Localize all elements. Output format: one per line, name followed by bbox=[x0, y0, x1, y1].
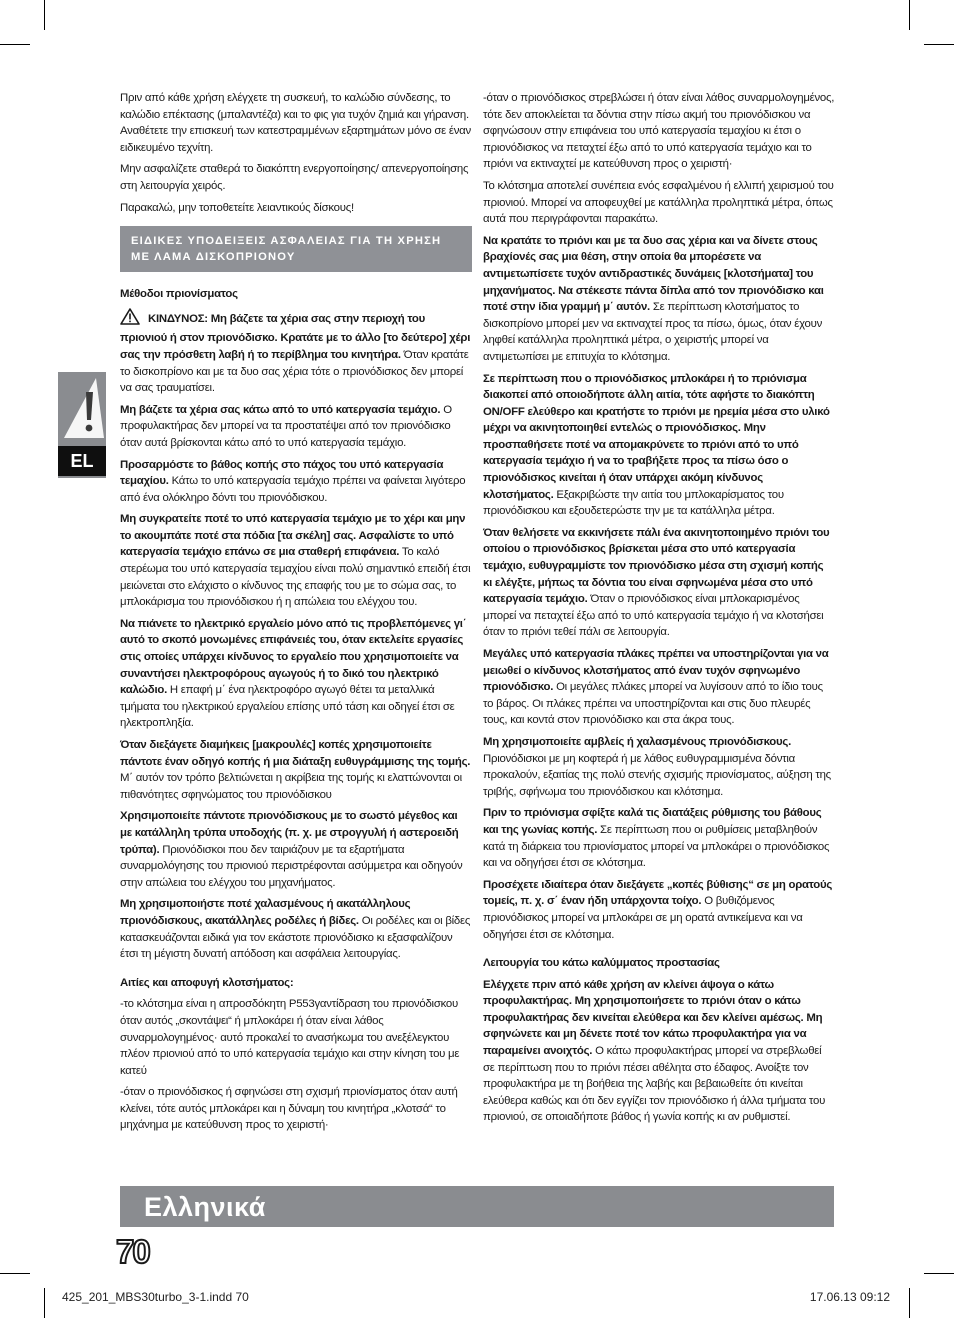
safety-paragraph: Όταν θελήσετε να εκκινήσετε πάλι ένα ακινητοποιημένο πριόνι του οποίου ο πριονόδισκος βρίσκεται μέσα στο υπό κατεργασία τεμάχιο, ευθυγραμμίστε τον πριονόδισκο μέσα στη σχισμή κοπής κι ελέγξτε, μήπως τα δόντια του είναι σφηνωμένα μέσα στο υπό κατεργασία τεμάχιο. Όταν ο πριονόδισκος είναι μπλοκαρισμένος μπορεί να πεταχτεί έξω από το υπό κατεργασία τεμάχιο ή να κλοτσήσει όταν το πριόνι τεθεί πάλι σε λειτουργία. bbox=[483, 526, 830, 639]
guard-heading: Λειτουργία του κάτω καλύμματος προστασίας bbox=[483, 957, 720, 970]
safety-paragraph: Μη συγκρατείτε ποτέ το υπό κατεργασία τεμάχιο με το χέρι και μην το ακουμπάτε ποτέ στα πόδια [τα σκέλη] σας. Ασφαλίστε το υπό κατεργασία τεμάχιο επάνω σε μια σταθερή επιφάνεια. Το καλό στερέωμα του υπό κατεργασία τεμαχίου είναι πολύ σημαντικό επειδή έτσι μειώνεται στο ελάχιστο ο κίνδυνος της επαφής του με το σώμα σας, το μπλοκάρισμα του πριονόδισκου ή η απώλεια του ελέγχου του. bbox=[120, 513, 471, 609]
warning-triangle-icon bbox=[120, 308, 140, 331]
danger-paragraph: ΚΙΝΔΥΝΟΣ: Μη βάζετε τα χέρια σας στην περιοχή του πριονιού ή στον πριονόδισκο. Κρατάτε με το άλλο [το δεύτερο] χέρι σας την πρόσθετη λαβή ή το περίβλημα του κινητήρα. Όταν κρατάτε το δισκοπρίονο και με τα δυο σας χέρια τότε ο πριονόδισκος δεν μπορεί να σας τραυματίσει. bbox=[120, 308, 472, 397]
crop-mark bbox=[44, 1288, 45, 1318]
footer-date-time: 17.06.13 09:12 bbox=[809, 1290, 890, 1304]
crop-mark bbox=[909, 0, 910, 30]
intro-paragraph: Μην ασφαλίζετε σταθερά το διακόπτη ενεργοποίησης/ απενεργοποίησης στη λειτουργία χειρός. bbox=[120, 163, 469, 192]
page-number: 70 bbox=[116, 1233, 149, 1270]
crop-mark bbox=[0, 44, 30, 45]
intro-paragraph: Πριν από κάθε χρήση ελέγχετε τη συσκευή, το καλώδιο σύνδεσης, το καλώδιο επέκτασης (μπαλαντέζα) και το φις για τυχόν ζημιά και γήρανση. Αναθέτετε την επισκευή των κατεστραμμένων εξαρτημάτων μόνο σε έναν ειδικευμένο τεχνίτη. bbox=[120, 92, 471, 154]
safety-paragraph: Μη χρησιμοποιήστε ποτέ χαλασμένους ή ακατάλληλους πριονόδισκους, ακατάλληλες ροδέλες ή βίδες. Οι ροδέλες και οι βίδες κατασκευάζονται ειδικά για τον εκάστοτε πριονόδισκο κι εξασφαλίζουν έτσι τη μέγιστη δυνατή απόδοση και ασφάλεια λειτουργίας. bbox=[120, 898, 471, 961]
crop-mark bbox=[924, 44, 954, 45]
kickback-paragraph: -όταν ο πριονόδισκος στρεβλώσει ή όταν είναι λάθος συναρμολογημένος, τότε δεν αποκλείεται τα δόντια στην πίσω ακμή του πριονόδισκου να σφηνώσουν στην επιφάνεια του υπό κατεργασία τεμαχίου κι έτσι ο πριονόδισκος να πεταχτεί έξω από το υπό κατεργασία τεμάχιο και το πριόνι να εκτιναχτεί με κατεύθυνση προς ο χειριστή· bbox=[483, 92, 835, 171]
crop-mark bbox=[0, 1273, 30, 1274]
intro-paragraph: Παρακαλώ, μην τοποθετείτε λειαντικούς δίσκους! bbox=[120, 201, 354, 214]
safety-paragraph: Να κρατάτε το πριόνι και με τα δυο σας χέρια και να δίνετε στους βραχίονές σας μια θέση, στην οποία θα μπορέσετε να αντιμετωπίσετε τυχόν αντιδραστικές δυνάμεις [κλοτσήματα] του μηχανήματος. Να στέκεστε πάντα δίπλα από τον πριονόδισκο και ποτέ στην ίδια γραμμή μ΄ αυτόν. Σε περίπτωση κλοτσήματος το δισκοπρίονο μπορεί μεν να εκτιναχτεί προς τα πίσω, όμως, όταν έχουν ληφθεί κατάλληλα προληπτικά μέτρα, ο χειριστής μπορεί να αντιμετωπίσει με επιτυχία το κλότσημα. bbox=[483, 234, 824, 363]
language-banner bbox=[120, 1186, 834, 1227]
safety-paragraph: Πριν το πριόνισμα σφίξτε καλά τις διατάξεις ρύθμισης του βάθους και της γωνίας κοπής. Σε περίπτωση που οι ρυθμίσεις μεταβληθούν κατά τη διάρκεια του πριονίσματος μπορεί να μπλοκάρει ο πριονόδισκος και να οδηγήσει έτσι σε κλότσημα. bbox=[483, 807, 830, 870]
right-column bbox=[483, 90, 835, 1131]
crop-mark bbox=[924, 1273, 954, 1274]
safety-paragraph: Όταν διεξάγετε διαμήκεις [μακρουλές] κοπές χρησιμοποιείτε πάντοτε έναν οδηγό κοπής ή μια διάταξη ευθυγράμμισης της τομής. Μ΄ αυτόν τον τρόπο βελτιώνεται η ακρίβεια της τομής κι ελαττώνονται οι πιθανότητες σφηνώματος του πριονόδισκου bbox=[120, 739, 471, 801]
safety-paragraph: Χρησιμοποιείτε πάντοτε πριονόδισκους με το σωστό μέγεθος και με κατάλληλη τρύπα υποδοχής (π. χ. με στρογγυλή ή αστεροειδή τρύπα). Πριονόδισκοι που δεν ταιριάζουν με τα εξαρτήματα συναρμολόγησης του πριονιού περιστρέφονται ασύμμετρα και οδηγούν στην απώλεια του ελέγχου του μηχανήματος. bbox=[120, 810, 463, 889]
kickback-paragraph: -όταν ο πριονόδισκος ή σφηνώσει στη σχισμή πριονίσματος όταν αυτή κλείνει, τότε αυτός μπλοκάρει και η δύναμη του κινητήρα „κλοτσά“ το μηχάνημα με κατεύθυνση προς το χειριστή· bbox=[120, 1086, 458, 1132]
safety-paragraph: Προσέχετε ιδιαίτερα όταν διεξάγετε „κοπές βύθισης“ σε μη ορατούς τομείς, π. χ. σ΄ έναν ήδη υπάρχοντα τοίχο. Ο βυθιζόμενος πριονόδισκος μπορεί να μπλοκάρει σε μη ορατά αντικείμενα και να οδηγήσει έτσι σε κλότσημα. bbox=[483, 878, 833, 941]
safety-paragraph: Σε περίπτωση που ο πριονόδισκος μπλοκάρει ή το πριόνισμα διακοπεί από οποιοδήποτε άλλη αιτία, τότε αφήστε το διακόπτη ON/OFF ελεύθερο και κρατήστε το πριόνι με ηρεμία μέσα στο υλικό μέχρι να ακινητοποιηθεί εντελώς ο πριονόδισκος. Μην προσπαθήσετε ποτέ να απομακρύνετε το πριόνι από το υπό κατεργασία τεμάχιο ή να το τραβήξετε προς τα πίσω όσο ο πριονόδισκος κινείται ή όταν υπάρχει ακόμη κίνδυνος κλοτσήματος. Εξακριβώστε την αιτία του μπλοκαρίσματος του πριονόδισκου και εξουδετερώστε την με τα κατάλληλα μέτρα. bbox=[483, 372, 830, 518]
kickback-paragraph: Το κλότσημα αποτελεί συνέπεια ενός εσφαλμένου ή ελλιπή χειρισμού του πριονιού. Μπορεί να αποφευχθεί με κατάλληλα προληπτικά μέτρα, όπως αυτά που περιγράφονται παρακάτω. bbox=[483, 179, 834, 226]
safety-paragraph: Προσαρμόστε το βάθος κοπής στο πάχος του υπό κατεργασία τεμαχίου. Κάτω το υπό κατεργασία τεμάχιο πρέπει να φαίνεται λιγότερο από ένα ολόκληρο δόντι του πριονόδισκου. bbox=[120, 458, 466, 504]
left-column bbox=[120, 90, 472, 1139]
crop-mark bbox=[909, 1288, 910, 1318]
language-side-tab bbox=[58, 372, 106, 478]
method-heading: Μέθοδοι πριονίσματος bbox=[120, 288, 238, 301]
kickback-paragraph: -το κλότσημα είναι η απροσδόκητη Ρ553γαντίδραση του πριονόδισκου όταν αυτός „σκοντάψει“ ή μπλοκάρει ή όταν είναι λάθος συναρμολογημένος· αυτό προκαλεί το ανασήκωμα του ανεξέλεγκτου πλέον πριονιού από το υπό κατεργασία τεμάχιο και στην κίνηση του με κατεύ bbox=[120, 998, 460, 1077]
language-banner-label: Ελληνικά bbox=[144, 1192, 266, 1222]
language-code: EL bbox=[58, 446, 106, 476]
safety-paragraph: Ελέγχετε πριν από κάθε χρήση αν κλείνει άψογα ο κάτω προφυλακτήρας. Μη χρησιμοποιήσετε το πριόνι όταν ο κάτω προφυλακτήρας δεν κινείται ελεύθερα και δεν κλείνει αμέσως. Μη σφηνώνετε και μη δένετε ποτέ τον κάτω προφυλακτήρα για να παραμείνει ανοιχτός. Ο κάτω προφυλακτήρας μπορεί να στρεβλωθεί σε περίπτωση που το πριόνι πέσει αθέλητα στο έδαφος. Ανοίξτε τον προφυλακτήρα με τη βοήθεια της λαβής και βεβαιωθείτε ότι κινείται ελεύθερα καθώς και ότι δεν εγγίζει τον πριονόδισκο ή άλλα τμήματα του πριονιού, σε οποιαδήποτε βάθος ή γωνία κοπής κι αν ρυθμιστεί. bbox=[483, 978, 826, 1124]
section-title-bar: ΕΙΔΙΚΕΣ ΥΠΟΔΕΙΞΕΙΣ ΑΣΦΑΛΕΙΑΣ ΓΙΑ ΤΗ ΧΡΗΣΗ ΜΕ ΛΑΜΑ ΔΙΣΚΟΠΡΙΟΝΟΥ bbox=[120, 226, 472, 272]
safety-paragraph: Να πιάνετε το ηλεκτρικό εργαλείο μόνο από τις προβλεπόμενες γι΄ αυτό το σκοπό μονωμένες επιφάνειές του, όταν εκτελείτε εργασίες στις οποίες υπάρχει κίνδυνος το εργαλείο που χρησιμοποιείτε να συναντήσει ηλεκτροφόρους αγωγούς ή το δικό του ηλεκτρικό καλώδιο. Η επαφή μ΄ ένα ηλεκτροφόρο αγωγό θέτει τα μεταλλικά τμήματα του ηλεκτρικού εργαλείου επίσης υπό τάση και οδηγεί έτσι σε ηλεκτροπληξία. bbox=[120, 617, 467, 730]
crop-mark bbox=[44, 0, 45, 30]
footer-file-info: 425_201_MBS30turbo_3-1.indd 70 bbox=[62, 1290, 249, 1304]
safety-paragraph: Μη χρησιμοποιείτε αμβλείς ή χαλασμένους πριονόδισκους. Πριονόδισκοι με μη κοφτερά ή με λάθος ευθυγραμμισμένα δόντια προκαλούν, εξαιτίας της πολύ στενής σχισμής πριονίσματος, αύξηση της τριβής, σφήνωμα του πριονόδισκου και κλότσημα. bbox=[483, 735, 831, 798]
kickback-heading: Αιτίες και αποφυγή κλοτσήματος: bbox=[120, 976, 294, 989]
safety-paragraph: Μεγάλες υπό κατεργασία πλάκες πρέπει να υποστηρίζονται για να μειωθεί ο κίνδυνος κλοτσήματος από έναν τυχόν σφηνωμένο πριονόδισκο. Οι μεγάλες πλάκες μπορεί να λυγίσουν από το ίδιο τους το βάρος. Οι πλάκες πρέπει να υποστηρίζονται και στις δυο πλευρές τους, και κοντά στον πριονόδισκο και στα άκρα τους. bbox=[483, 648, 829, 727]
safety-paragraph: Μη βάζετε τα χέρια σας κάτω από το υπό κατεργασία τεμάχιο. Ο προφυλακτήρας δεν μπορεί να τα προστατέψει από τον πριονόδισκο όταν αυτά βρίσκονται κάτω από το υπό κατεργασία τεμάχιο. bbox=[120, 403, 452, 449]
warning-exclamation-icon bbox=[58, 372, 106, 444]
